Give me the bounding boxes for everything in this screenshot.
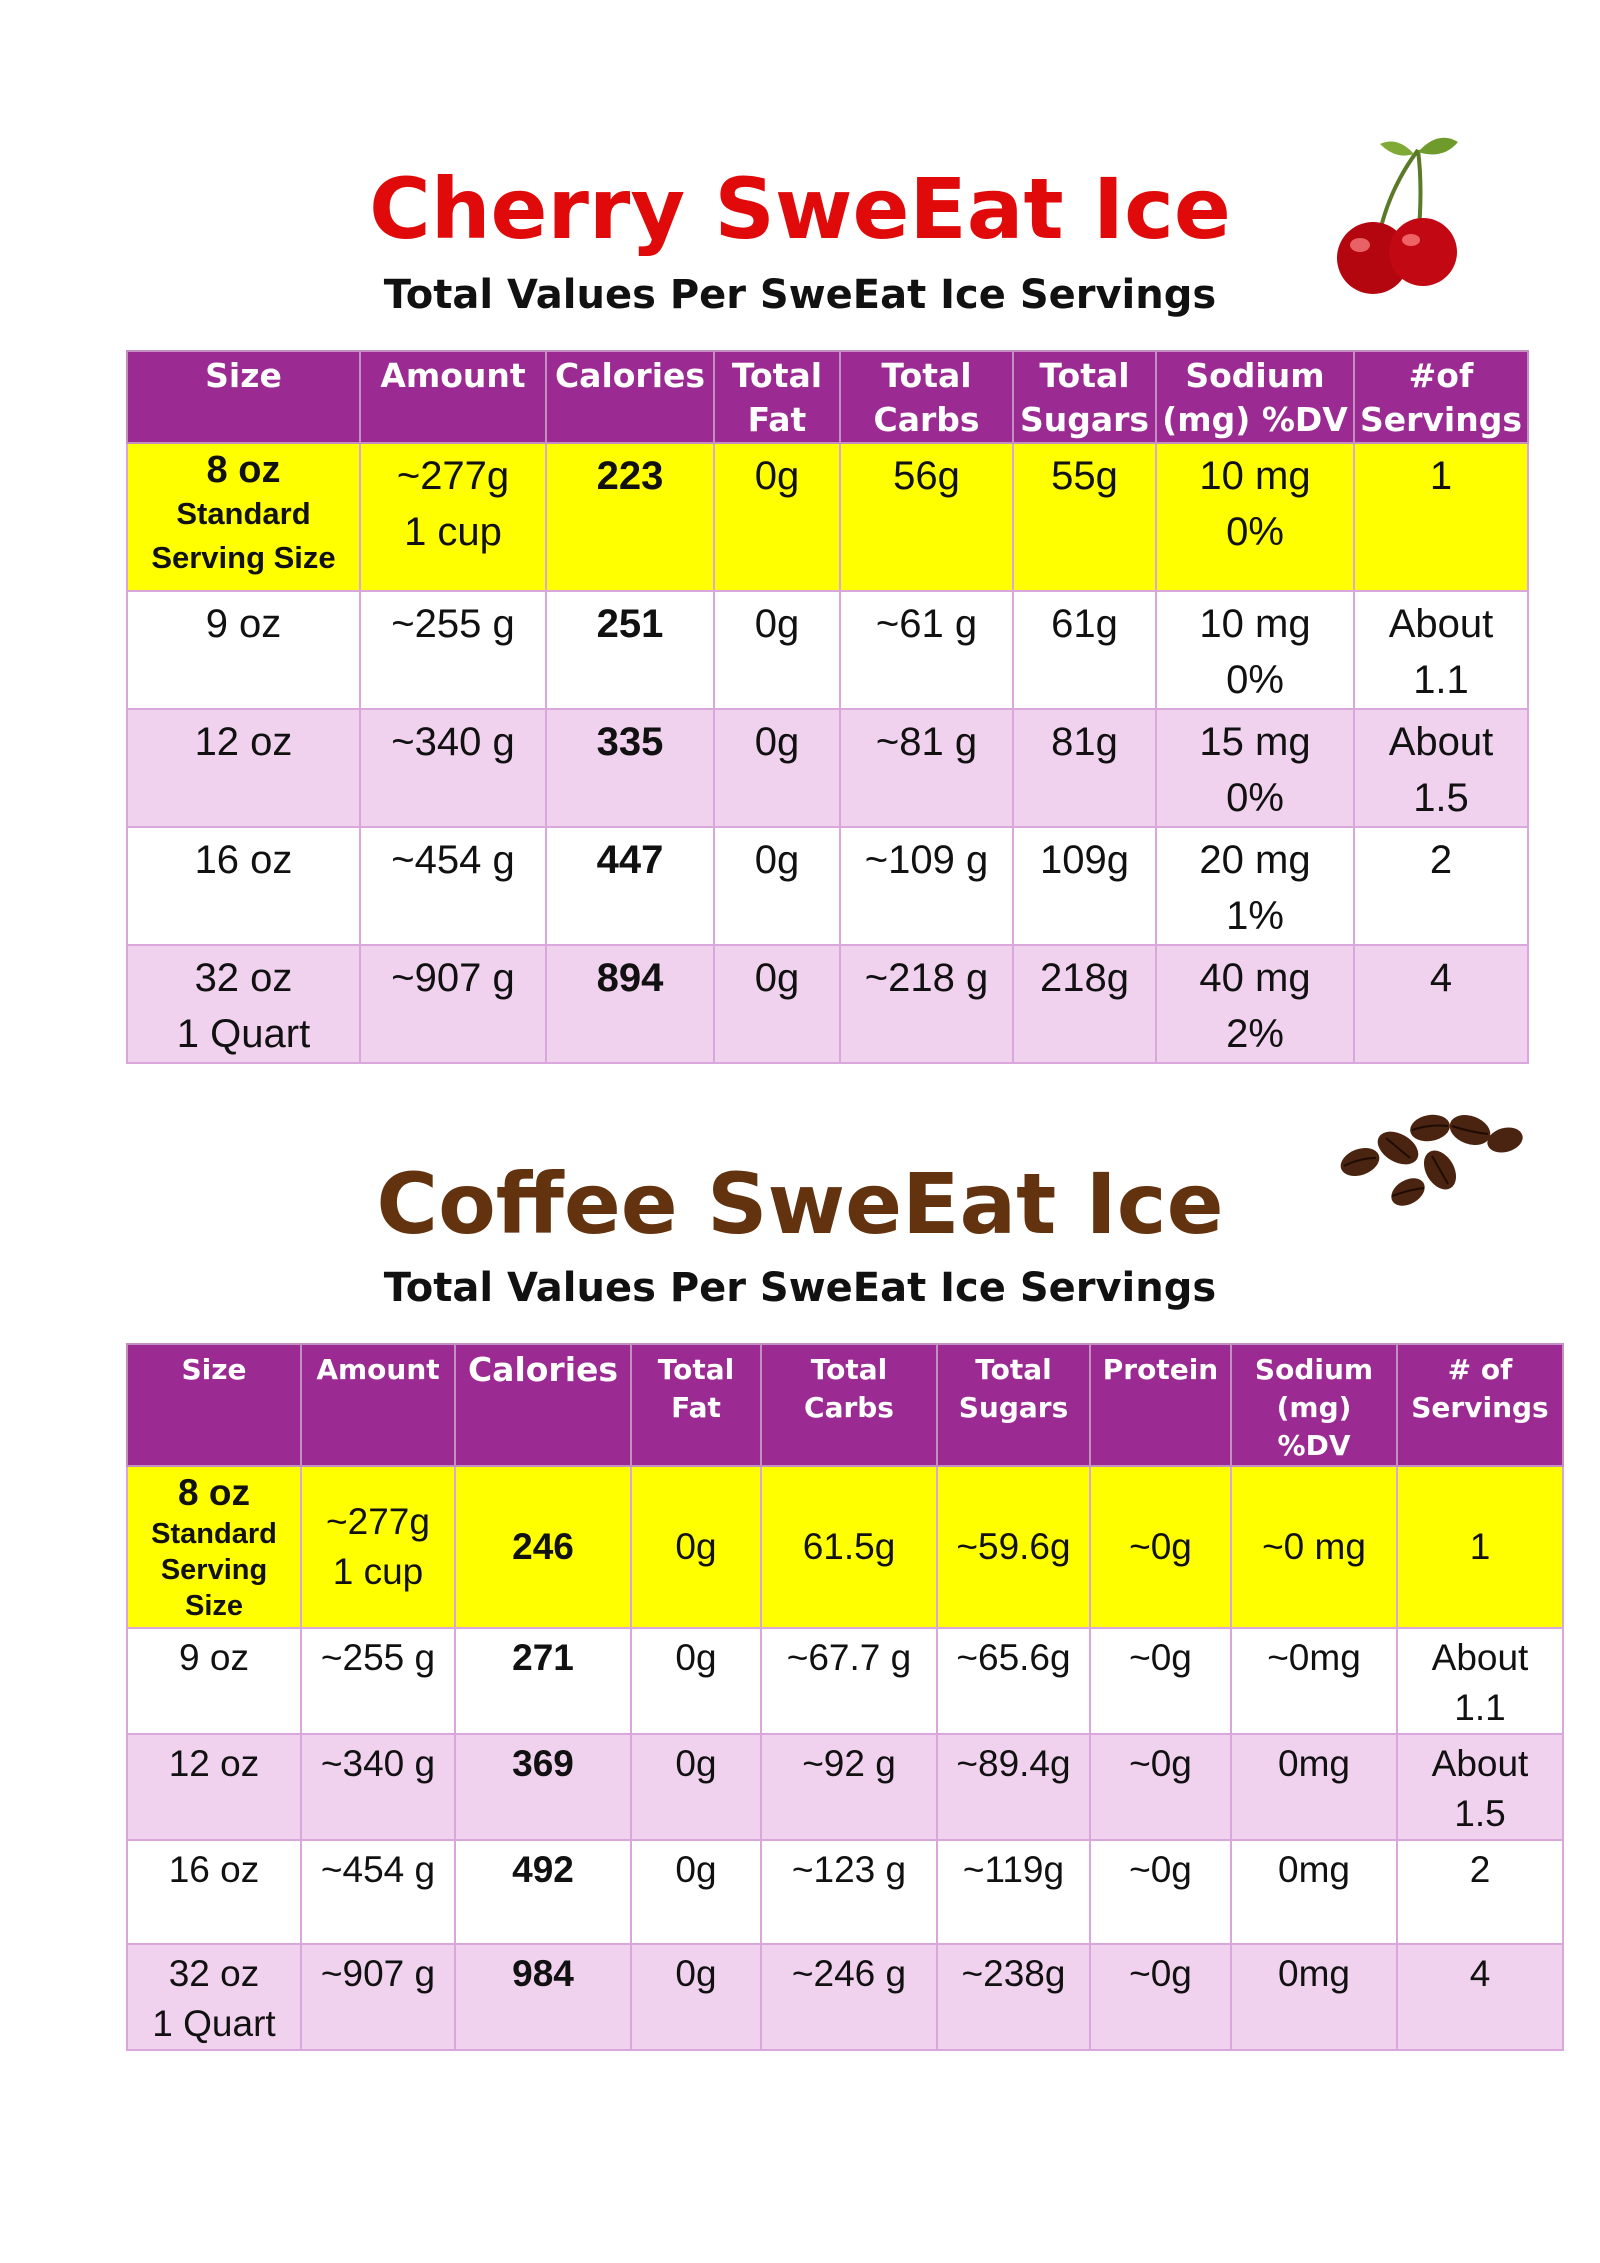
sugars-cell: ~238g [937, 1944, 1090, 2050]
sodium-cell: 0mg [1231, 1840, 1397, 1944]
sugars-cell: ~89.4g [937, 1734, 1090, 1840]
servings-cell: 4 [1354, 945, 1528, 1063]
sodium-cell: 15 mg 0% [1156, 709, 1354, 827]
fat-cell: 0g [631, 1734, 761, 1840]
sugars-cell: 218g [1013, 945, 1156, 1063]
calories-cell: 984 [455, 1944, 631, 2050]
servings-cell: 2 [1354, 827, 1528, 945]
amount-cell: ~340 g [360, 709, 546, 827]
amount-cell: ~907 g [301, 1944, 455, 2050]
cherry-icon [1318, 130, 1478, 300]
carbs-cell: ~61 g [840, 591, 1013, 709]
calories-cell: 335 [546, 709, 714, 827]
sugars-cell: 81g [1013, 709, 1156, 827]
fat-cell: 0g [714, 591, 840, 709]
coffee-subtitle: Total Values Per SweEat Ice Servings [383, 1265, 1217, 1311]
table-header-row [127, 1344, 1563, 1466]
calories-cell: 271 [455, 1628, 631, 1734]
size-cell: 8 oz Standard Serving Size [127, 443, 360, 591]
size-cell: 16 oz [127, 1840, 301, 1944]
header-calories: Calories [455, 1344, 631, 1466]
amount-cell: ~454 g [301, 1840, 455, 1944]
amount-cell: ~255 g [301, 1628, 455, 1734]
carbs-cell: ~81 g [840, 709, 1013, 827]
size-cell: 12 oz [127, 709, 360, 827]
size-cell: 32 oz 1 Quart [127, 945, 360, 1063]
protein-cell: ~0g [1090, 1840, 1231, 1944]
header-servings: # of Servings [1397, 1344, 1563, 1466]
header-protein: Protein [1090, 1344, 1231, 1466]
sugars-cell: 61g [1013, 591, 1156, 709]
header-total-carbs: Total Carbs [761, 1344, 937, 1466]
sodium-cell: 10 mg 0% [1156, 591, 1354, 709]
sodium-cell: 0mg [1231, 1734, 1397, 1840]
carbs-cell: ~218 g [840, 945, 1013, 1063]
standard-serving-row [127, 1466, 1563, 1628]
size-cell: 16 oz [127, 827, 360, 945]
size-cell: 8 oz Standard Serving Size [127, 1466, 301, 1628]
carbs-cell: ~109 g [840, 827, 1013, 945]
servings-cell: About 1.5 [1397, 1734, 1563, 1840]
table-row [127, 1628, 1563, 1734]
sugars-cell: 55g [1013, 443, 1156, 591]
calories-cell: 492 [455, 1840, 631, 1944]
header-total-carbs: Total Carbs [840, 351, 1013, 443]
size-cell: 9 oz [127, 1628, 301, 1734]
header-size: Size [127, 1344, 301, 1466]
calories-cell: 251 [546, 591, 714, 709]
standard-serving-row [127, 443, 1528, 591]
header-sodium: Sodium (mg) %DV [1156, 351, 1354, 443]
fat-cell: 0g [714, 945, 840, 1063]
table-row [127, 1840, 1563, 1944]
servings-cell: 1 [1397, 1466, 1563, 1628]
sugars-cell: 109g [1013, 827, 1156, 945]
header-size: Size [127, 351, 360, 443]
header-total-sugars: Total Sugars [1013, 351, 1156, 443]
amount-cell: ~277g 1 cup [301, 1466, 455, 1628]
carbs-cell: ~246 g [761, 1944, 937, 2050]
table-header-row [127, 351, 1528, 443]
amount-cell: ~277g 1 cup [360, 443, 546, 591]
size-cell: 9 oz [127, 591, 360, 709]
table-row [127, 827, 1528, 945]
fat-cell: 0g [631, 1840, 761, 1944]
table-row [127, 945, 1528, 1063]
header-total-sugars: Total Sugars [937, 1344, 1090, 1466]
sodium-cell: 0mg [1231, 1944, 1397, 2050]
sugars-cell: ~65.6g [937, 1628, 1090, 1734]
cherry-subtitle: Total Values Per SweEat Ice Servings [383, 272, 1217, 318]
amount-cell: ~907 g [360, 945, 546, 1063]
header-total-fat: Total Fat [631, 1344, 761, 1466]
servings-cell: 2 [1397, 1840, 1563, 1944]
carbs-cell: ~67.7 g [761, 1628, 937, 1734]
calories-cell: 223 [546, 443, 714, 591]
amount-cell: ~255 g [360, 591, 546, 709]
servings-cell: About 1.1 [1354, 591, 1528, 709]
protein-cell: ~0g [1090, 1734, 1231, 1840]
cherry-title: Cherry SweEat Ice [369, 160, 1231, 258]
calories-cell: 246 [455, 1466, 631, 1628]
sodium-cell: 40 mg 2% [1156, 945, 1354, 1063]
sugars-cell: ~119g [937, 1840, 1090, 1944]
table-row [127, 709, 1528, 827]
fat-cell: 0g [631, 1628, 761, 1734]
servings-cell: About 1.5 [1354, 709, 1528, 827]
table-row [127, 1944, 1563, 2050]
coffee-title: Coffee SweEat Ice [376, 1155, 1224, 1253]
sugars-cell: ~59.6g [937, 1466, 1090, 1628]
header-sodium: Sodium (mg) %DV [1231, 1344, 1397, 1466]
coffee-nutrition-table [126, 1343, 1564, 2051]
fat-cell: 0g [714, 709, 840, 827]
header-calories: Calories [546, 351, 714, 443]
carbs-cell: 61.5g [761, 1466, 937, 1628]
carbs-cell: ~123 g [761, 1840, 937, 1944]
fat-cell: 0g [714, 827, 840, 945]
protein-cell: ~0g [1090, 1628, 1231, 1734]
header-amount: Amount [301, 1344, 455, 1466]
calories-cell: 447 [546, 827, 714, 945]
servings-cell: About 1.1 [1397, 1628, 1563, 1734]
calories-cell: 894 [546, 945, 714, 1063]
header-servings: #of Servings [1354, 351, 1528, 443]
header-total-fat: Total Fat [714, 351, 840, 443]
fat-cell: 0g [631, 1944, 761, 2050]
cherry-nutrition-table [126, 350, 1529, 1064]
table-row [127, 591, 1528, 709]
fat-cell: 0g [631, 1466, 761, 1628]
table-row [127, 1734, 1563, 1840]
amount-cell: ~340 g [301, 1734, 455, 1840]
servings-cell: 4 [1397, 1944, 1563, 2050]
sodium-cell: 20 mg 1% [1156, 827, 1354, 945]
protein-cell: ~0g [1090, 1466, 1231, 1628]
carbs-cell: ~92 g [761, 1734, 937, 1840]
sodium-cell: 10 mg 0% [1156, 443, 1354, 591]
size-cell: 32 oz 1 Quart [127, 1944, 301, 2050]
carbs-cell: 56g [840, 443, 1013, 591]
sodium-cell: ~0mg [1231, 1628, 1397, 1734]
amount-cell: ~454 g [360, 827, 546, 945]
calories-cell: 369 [455, 1734, 631, 1840]
size-cell: 12 oz [127, 1734, 301, 1840]
protein-cell: ~0g [1090, 1944, 1231, 2050]
header-amount: Amount [360, 351, 546, 443]
fat-cell: 0g [714, 443, 840, 591]
sodium-cell: ~0 mg [1231, 1466, 1397, 1628]
servings-cell: 1 [1354, 443, 1528, 591]
